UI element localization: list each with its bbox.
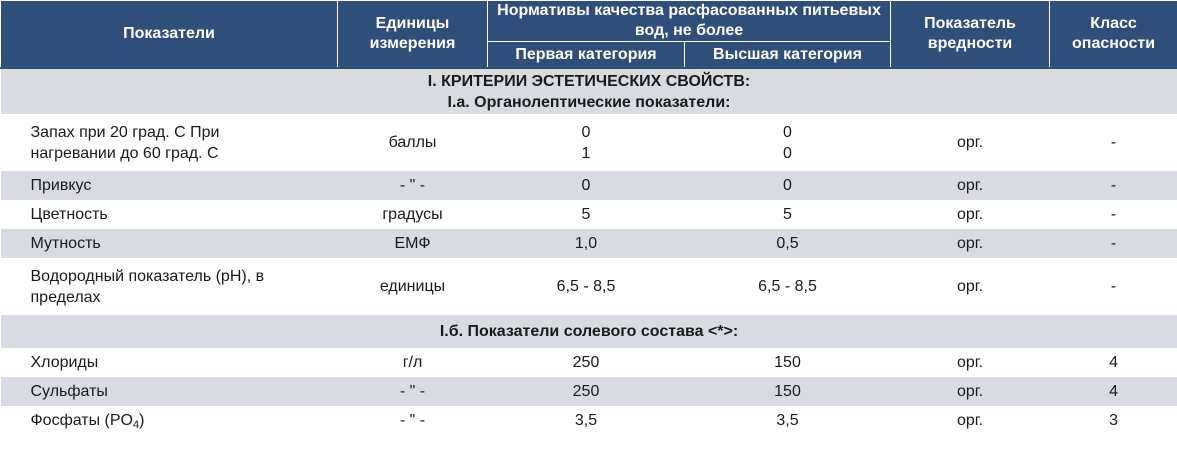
row-first-category: 250 <box>572 354 600 371</box>
table-row <box>1 348 1177 377</box>
row-first-category: 0 <box>488 171 685 200</box>
row-class: - <box>1050 171 1177 200</box>
section-heading-salt <box>1 315 1177 348</box>
row-name: Хлориды <box>30 354 99 371</box>
row-highest-category: 6,5 - 8,5 <box>758 278 817 295</box>
row-class: 4 <box>1050 377 1177 406</box>
section-title: I.б. Показатели солевого состава <*>: <box>1 315 1177 348</box>
header-indicators: Показатели <box>1 1 338 69</box>
row-name-text: Фосфаты (PO <box>30 412 133 429</box>
table-header <box>1 1 1177 69</box>
row-unit: градусы <box>382 206 443 223</box>
header-first-category: Первая категория <box>488 42 685 69</box>
value-line: 0 <box>783 144 792 162</box>
row-class: - <box>1110 206 1117 223</box>
row-name <box>1 258 338 315</box>
row-name: Цветность <box>30 206 108 223</box>
row-harm: орг. <box>891 377 1050 406</box>
section-heading-aesthetic <box>1 68 1177 114</box>
row-harm: орг. <box>956 206 984 223</box>
row-name <box>1 406 338 435</box>
header-highest-category: Высшая категория <box>685 42 891 69</box>
row-name-line: нагревании до 60 град. С <box>30 144 219 162</box>
table-row <box>1 377 1177 406</box>
row-harm: орг. <box>891 171 1050 200</box>
row-name-line: Водородный показатель (pH), в <box>30 267 265 285</box>
row-highest-category: 0 <box>685 171 891 200</box>
row-class: 3 <box>1109 412 1118 429</box>
row-highest-category: 0,5 <box>685 229 891 258</box>
section-title: I. КРИТЕРИИ ЭСТЕТИЧЕСКИХ СВОЙСТВ: <box>427 73 751 90</box>
row-first-category: 5 <box>581 206 591 223</box>
row-class: - <box>1110 134 1117 151</box>
row-class: - <box>1050 229 1177 258</box>
header-hazard-class: Класс опасности <box>1050 1 1177 69</box>
row-first-category: 3,5 <box>574 412 598 429</box>
row-first-category: 1,0 <box>488 229 685 258</box>
row-unit: баллы <box>388 134 437 151</box>
table-row <box>1 171 1177 200</box>
row-name-line: пределах <box>30 288 101 306</box>
row-name: Мутность <box>1 229 338 258</box>
row-first-category: 6,5 - 8,5 <box>556 278 616 295</box>
row-name <box>1 114 338 171</box>
row-name: Сульфаты <box>1 377 338 406</box>
value-line: 0 <box>783 123 792 141</box>
row-highest-category: 150 <box>774 354 801 371</box>
table-row <box>1 200 1177 229</box>
header-harm-indicator: Показатель вредности <box>891 1 1050 69</box>
table-row <box>1 406 1177 435</box>
row-name: Привкус <box>1 171 338 200</box>
row-name-text-end: ) <box>139 412 145 429</box>
row-name-subscript: 4 <box>133 419 140 431</box>
row-unit: - " - <box>399 412 426 429</box>
row-first-category <box>488 114 685 171</box>
row-name-line: Запах при 20 град. С При <box>30 123 220 141</box>
row-harm: орг. <box>891 229 1050 258</box>
value-line: 0 <box>581 123 591 141</box>
row-highest-category <box>685 114 891 171</box>
header-units: Единицы измерения <box>338 1 488 69</box>
row-highest-category: 5 <box>783 206 792 223</box>
row-highest-category: 3,5 <box>776 412 799 429</box>
row-harm: орг. <box>956 412 984 429</box>
row-harm: орг. <box>956 278 984 295</box>
table-row <box>1 229 1177 258</box>
row-unit: - " - <box>338 377 488 406</box>
value-line: 1 <box>581 144 591 162</box>
row-class: - <box>1110 278 1117 295</box>
table-row <box>1 114 1177 171</box>
row-unit: - " - <box>338 171 488 200</box>
header-norms: Нормативы качества расфасованных питьевых вод, не более <box>488 1 891 42</box>
row-unit: г/л <box>402 354 423 371</box>
row-unit: единицы <box>379 278 446 295</box>
section-subtitle: I.а. Органолептические показатели: <box>447 94 731 111</box>
table-row <box>1 258 1177 315</box>
row-class: 4 <box>1109 354 1118 371</box>
row-harm: орг. <box>956 134 984 151</box>
row-unit: ЕМФ <box>338 229 488 258</box>
row-first-category: 250 <box>488 377 685 406</box>
row-harm: орг. <box>956 354 984 371</box>
row-highest-category: 150 <box>685 377 891 406</box>
